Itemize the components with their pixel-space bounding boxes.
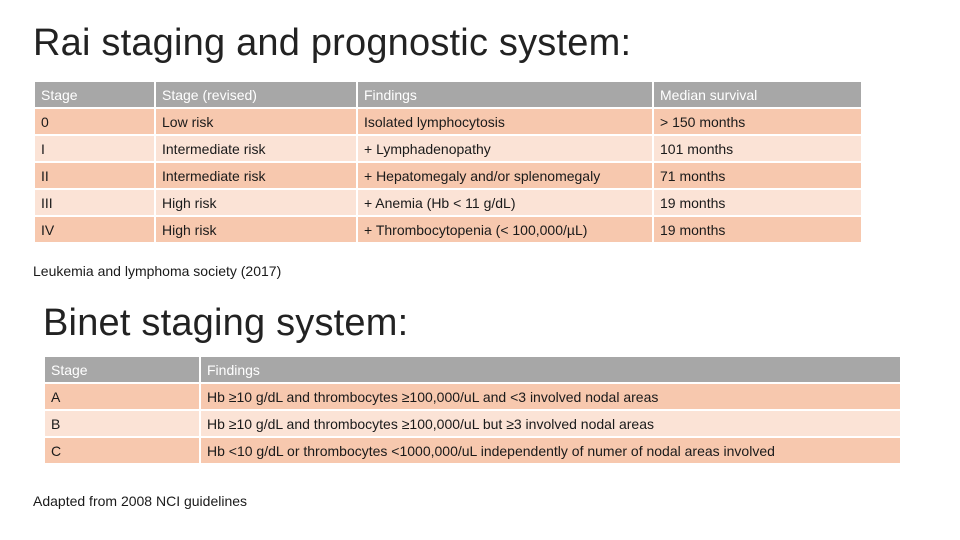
table-row (35, 163, 863, 190)
rai-source-citation: Leukemia and lymphoma society (2017) (33, 263, 282, 279)
cell-findings: + Lymphadenopathy (358, 136, 654, 163)
cell-stage: II (35, 163, 156, 190)
header-findings: Findings (358, 82, 654, 109)
binet-source-citation: Adapted from 2008 NCI guidelines (33, 493, 248, 509)
cell-median-survival: 101 months (654, 136, 863, 163)
cell-stage-revised: High risk (156, 190, 358, 217)
cell-findings: + Thrombocytopenia (< 100,000/µL) (358, 217, 654, 244)
header-stage: Stage (45, 357, 201, 384)
header-median-survival: Median survival (654, 82, 863, 109)
cell-findings: Hb ≥10 g/dL and thrombocytes ≥100,000/uL but ≥3 involved nodal areas (201, 411, 902, 438)
cell-stage: B (45, 411, 201, 438)
table-header-row (45, 357, 902, 384)
cell-stage: A (45, 384, 201, 411)
table-row (35, 190, 863, 217)
cell-median-survival: > 150 months (654, 109, 863, 136)
header-findings: Findings (201, 357, 902, 384)
cell-median-survival: 19 months (654, 217, 863, 244)
rai-title: Rai staging and prognostic system: (33, 22, 632, 64)
cell-stage-revised: High risk (156, 217, 358, 244)
cell-findings: + Hepatomegaly and/or splenomegaly (358, 163, 654, 190)
cell-stage-revised: Intermediate risk (156, 163, 358, 190)
cell-stage: III (35, 190, 156, 217)
cell-median-survival: 71 months (654, 163, 863, 190)
cell-stage: I (35, 136, 156, 163)
cell-stage: C (45, 438, 201, 465)
table-row (45, 411, 902, 438)
binet-title: Binet staging system: (43, 302, 409, 344)
cell-median-survival: 19 months (654, 190, 863, 217)
table-header-row (35, 82, 863, 109)
cell-findings: Hb <10 g/dL or thrombocytes <1000,000/uL independently of numer of nodal areas involved (201, 438, 902, 465)
table-row (45, 438, 902, 465)
binet-staging-table (45, 357, 902, 465)
cell-stage: 0 (35, 109, 156, 136)
table-row (45, 384, 902, 411)
cell-stage: IV (35, 217, 156, 244)
cell-stage-revised: Low risk (156, 109, 358, 136)
table-row (35, 217, 863, 244)
cell-findings: + Anemia (Hb < 11 g/dL) (358, 190, 654, 217)
cell-findings: Isolated lymphocytosis (358, 109, 654, 136)
rai-staging-table (35, 82, 863, 244)
cell-stage-revised: Intermediate risk (156, 136, 358, 163)
header-stage-revised: Stage (revised) (156, 82, 358, 109)
table-row (35, 136, 863, 163)
cell-findings: Hb ≥10 g/dL and thrombocytes ≥100,000/uL and <3 involved nodal areas (201, 384, 902, 411)
table-row (35, 109, 863, 136)
header-stage: Stage (35, 82, 156, 109)
